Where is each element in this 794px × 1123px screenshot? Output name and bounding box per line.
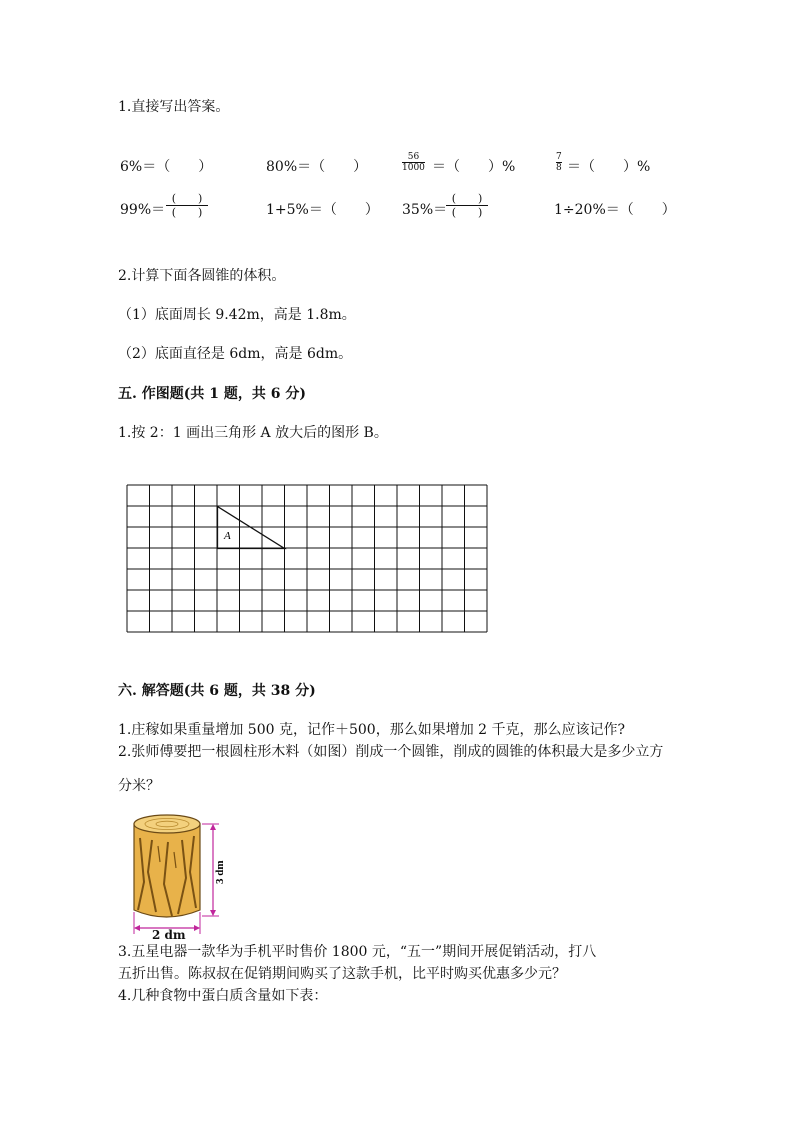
calc-item: 1+5%＝（ ） [266, 202, 379, 218]
sub-question: （2）底面直径是 6dm，高是 6dm。 [118, 346, 353, 362]
question-text: 3.五星电器一款华为手机平时售价 1800 元，“五一”期间开展促销活动，打八 [118, 944, 597, 960]
section-heading: 六. 解答题(共 6 题，共 38 分) [118, 683, 316, 699]
question-text: 2.张师傅要把一根圆柱形木料（如图）削成一个圆锥，削成的圆锥的体积最大是多少立方 [118, 744, 664, 760]
calc-item: 35%＝ [402, 202, 448, 218]
width-label: 2 dm [152, 928, 186, 942]
fraction-denominator: 1000 [402, 163, 425, 173]
question-text: 1.庄稼如果重量增加 500 克，记作＋500，那么如果增加 2 千克，那么应该记作? [118, 722, 626, 738]
calc-item: 1÷20%＝（ ） [554, 202, 676, 218]
fraction-numerator: 56 [407, 152, 420, 162]
fraction-denominator: 8 [556, 163, 562, 173]
question-title: 1.直接写出答案。 [118, 99, 230, 115]
fraction-numerator: 7 [556, 152, 562, 162]
calc-item: 6%＝（ ） [120, 159, 213, 175]
triangle-label: A [224, 530, 231, 542]
fraction-denominator: ( ) [451, 206, 483, 219]
calc-item: 80%＝（ ） [266, 159, 368, 175]
calc-item: ＝（ ）% [432, 159, 516, 175]
height-label: 3 dm [214, 860, 226, 884]
section-heading: 五. 作图题(共 1 题，共 6 分) [118, 386, 306, 402]
blank-fraction [166, 193, 208, 218]
question-text: 4.几种食物中蛋白质含量如下表： [118, 988, 328, 1004]
log-figure [124, 812, 234, 942]
fraction-denominator: ( ) [171, 206, 203, 219]
question-title: 2.计算下面各圆锥的体积。 [118, 268, 286, 284]
calc-item: ＝（ ）% [567, 159, 651, 175]
question-text: 五折出售。陈叔叔在促销期间购买了这款手机，比平时购买优惠多少元？ [118, 966, 566, 982]
fraction-numerator: ( ) [451, 192, 483, 205]
fraction [402, 152, 425, 173]
calc-item: 99%＝ [120, 202, 166, 218]
blank-fraction [446, 193, 488, 218]
sub-question: （1）底面周长 9.42m，高是 1.8m。 [118, 307, 356, 323]
question-text: 分米？ [118, 778, 160, 794]
log-top [134, 815, 200, 833]
fraction [556, 152, 562, 173]
question-title: 1.按 2：1 画出三角形 A 放大后的图形 B。 [118, 425, 388, 441]
drawing-grid [126, 484, 490, 636]
fraction-numerator: ( ) [171, 192, 203, 205]
